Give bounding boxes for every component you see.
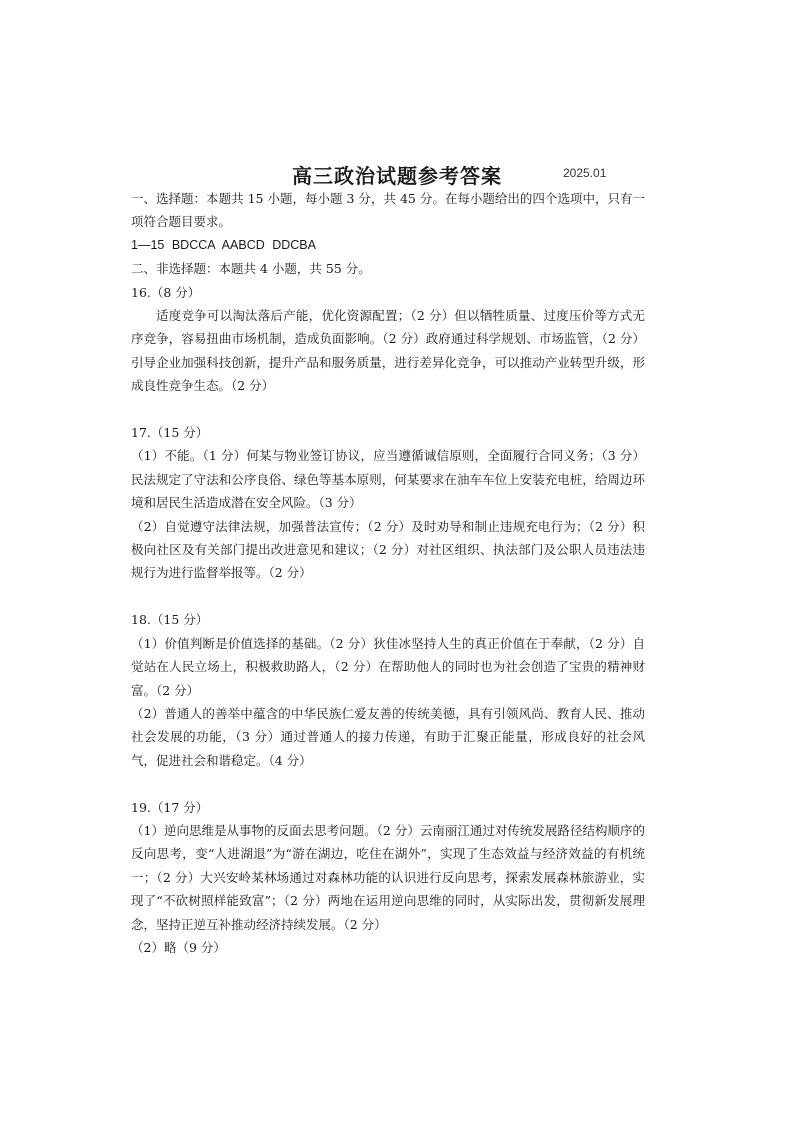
answer-key-body (131, 187, 645, 959)
q18-answer-1: （1）价值判断是价值选择的基础。（2 分）狄佳冰坚持人生的真正价值在于奉献，（2 分）自觉站在人民立场上，积极救助路人，（2 分）在帮助他人的同时也为社会创造了宝贵的精神财富。（2 分） (131, 635, 645, 698)
multiple-choice-answers: 1—15 BDCCA AABCD DDCBA (131, 237, 316, 252)
q17-label: 17.（15 分） (131, 425, 209, 441)
q17-answer-1: （1）不能。（1 分）何某与物业签订协议，应当遵循诚信原则，全面履行合同义务；（3 分）民法规定了守法和公序良俗、绿色等基本原则，何某要求在油车车位上安装充电桩，给周边环境和居民生活造成潜在安全风险。（3 分） (131, 448, 645, 511)
q18-answer-2: （2）普通人的善举中蕴含的中华民族仁爱友善的传统美德，具有引领风尚、教育人民、推动社会发展的功能，（3 分）通过普通人的接力传递，有助于汇聚正能量，形成良好的社会风气，促进社会和谐稳定。（4 分） (131, 705, 645, 768)
exam-date: 2025.01 (563, 166, 607, 180)
q19-answer-1: （1）逆向思维是从事物的反面去思考问题。（2 分）云南丽江通过对传统发展路径结构顺序的反向思考，变“人进湖退”为“游在湖边，吃住在湖外”，实现了生态效益与经济效益的有机统一；（2 分）大兴安岭某林场通过对森林功能的认识进行反向思考，探索发展森林旅游业，实现了“不砍树照样能致富”；（2 分）两地在运用逆向思维的同时，从实际出发，贯彻新发展理念，坚持正逆互补推动经济持续发展。（2 分） (131, 822, 645, 932)
page-title: 高三政治试题参考答案 (292, 164, 502, 188)
q19-answer-2: （2）略（9 分） (131, 939, 226, 955)
q18-label: 18.（15 分） (131, 612, 209, 628)
q16-answer: 适度竞争可以淘汰落后产能，优化资源配置；（2 分）但以牺牲质量、过度压价等方式无序竞争，容易扭曲市场机制，造成负面影响。（2 分）政府通过科学规划、市场监管，（2 分）引导企业加强科技创新，提升产品和服务质量，进行差异化竞争，可以推动产业转型升级，形成良性竞争生态。（2 分） (131, 308, 645, 394)
section1-heading: 一、选择题：本题共 15 小题，每小题 3 分，共 45 分。在每小题给出的四个选项中，只有一项符合题目要求。 (131, 191, 645, 230)
q19-label: 19.（17 分） (131, 799, 209, 815)
q16-label: 16.（8 分） (131, 284, 201, 300)
section2-heading: 二、非选择题：本题共 4 小题，共 55 分。 (131, 261, 371, 277)
q17-answer-2: （2）自觉遵守法律法规，加强普法宣传；（2 分）及时劝导和制止违规充电行为；（2 分）积极向社区及有关部门提出改进意见和建议；（2 分）对社区组织、执法部门及公职人员违法违规行为进行监督举报等。（2 分） (131, 518, 645, 581)
